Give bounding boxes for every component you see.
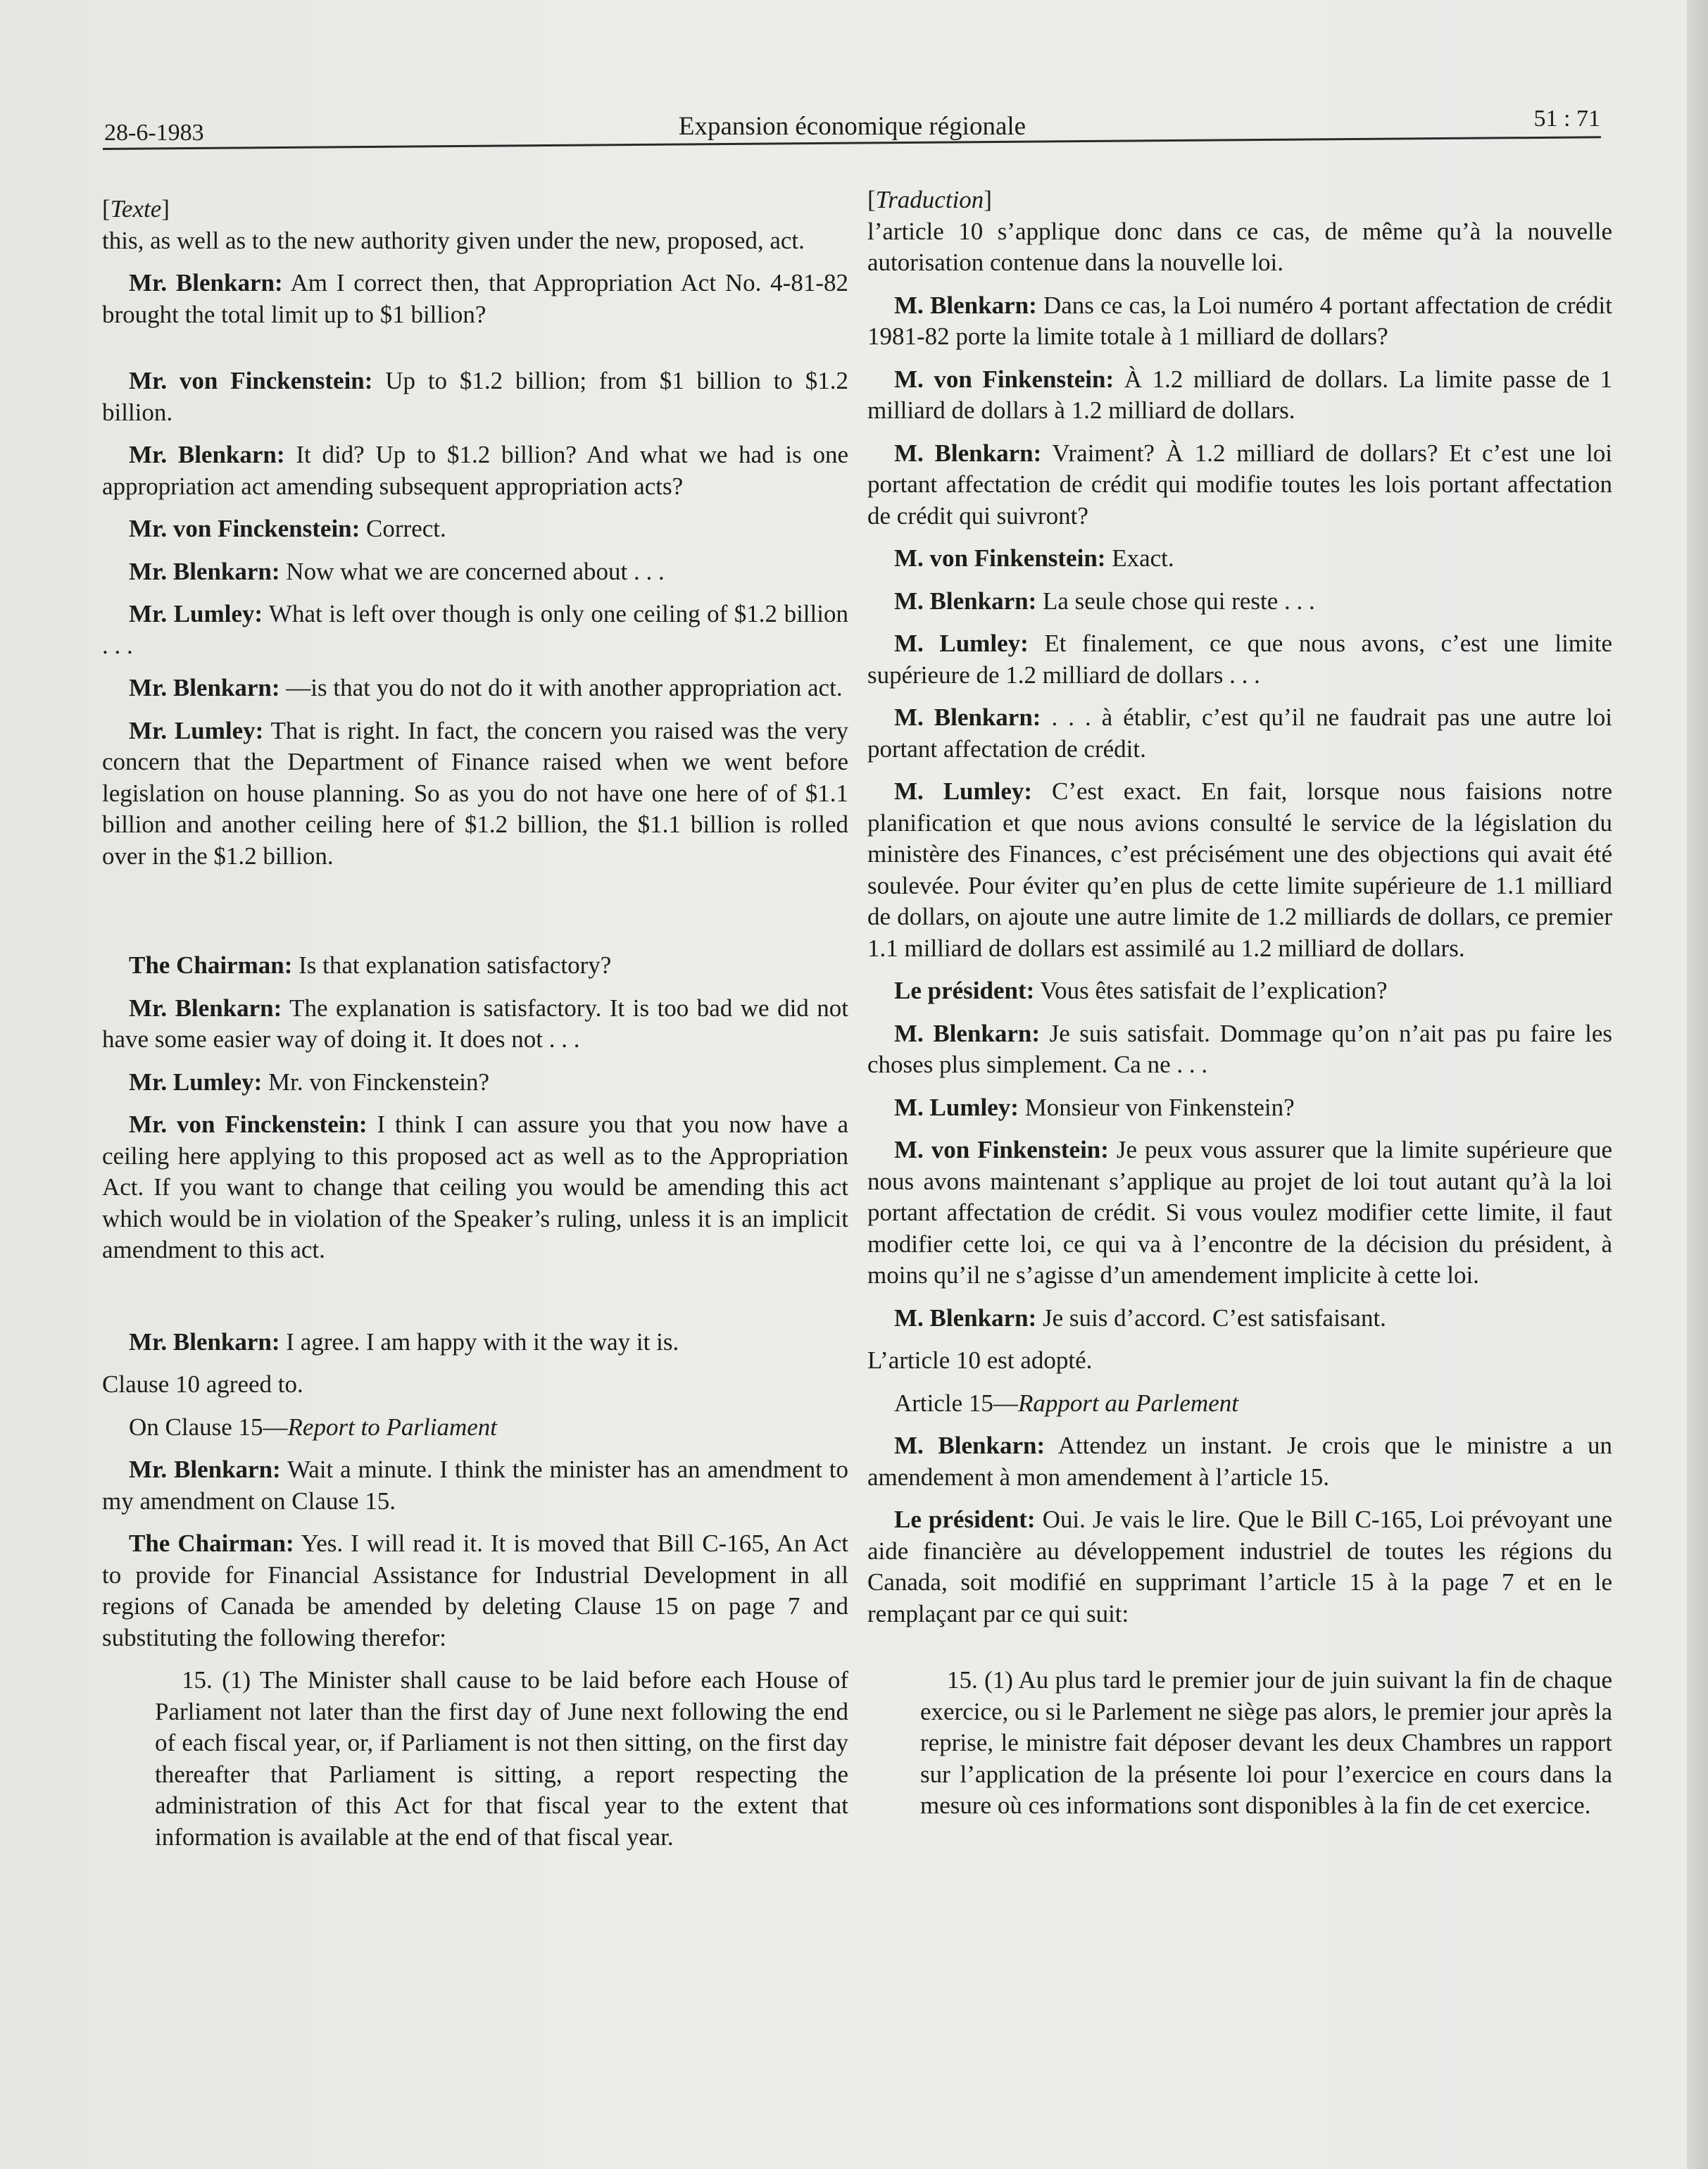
speech: M. Lumley: Monsieur von Finkenstein? — [894, 1093, 1295, 1121]
speech: M. Blenkarn: La seule chose qui reste . . . — [894, 587, 1315, 615]
speech: M. Blenkarn: Attendez un instant. Je crois que le ministre a un amendement à mon amendement à l’article 15. — [867, 1432, 1612, 1491]
speaker: Le président: — [894, 1506, 1036, 1533]
speech: The Chairman: Yes. I will read it. It is moved that Bill C-165, An Act to provide for Financial Assistance for Industrial Development in all regions of Canada be amended by deleting Clause 15 on page 7 and substituting the following therefor: — [102, 1530, 848, 1651]
speech: Mr. Lumley: What is left over though is only one ceiling of $1.2 billion . . . — [102, 600, 848, 659]
speaker: Mr. Blenkarn: — [129, 994, 282, 1022]
speaker: Mr. Blenkarn: — [129, 441, 285, 468]
speech: Mr. von Finckenstein: Up to $1.2 billion; from $1 billion to $1.2 billion. — [102, 367, 848, 426]
speech: Mr. Blenkarn: Now what we are concerned about . . . — [129, 557, 665, 585]
speaker: Mr. von Finckenstein: — [129, 515, 360, 542]
speech: Mr. Blenkarn: It did? Up to $1.2 billion? And what we had is one appropriation act amending subsequent appropriation acts? — [102, 441, 849, 500]
speaker: M. Blenkarn: — [894, 704, 1041, 731]
clause-heading: Article 15—Rapport au Parlement — [894, 1389, 1238, 1417]
speaker: Mr. Blenkarn: — [129, 1456, 281, 1483]
speaker: Mr. Blenkarn: — [129, 269, 283, 296]
speaker: Le président: — [894, 977, 1035, 1004]
speech: M. von Finkenstein: Je peux vous assurer que la limite supérieure que nous avons maintenant s’applique au projet de loi tout autant qu’à la loi portant affectation de crédit. Si vous voulez modifier cette limite, il faut modifier cette loi, ce qui va à l’encontre de la décision du président, à moins qu’il ne s’agisse d’un amendement implicite à cette loi. — [867, 1136, 1612, 1289]
speech: M. Blenkarn: Dans ce cas, la Loi numéro 4 portant affectation de crédit 1981-82 porte la limite totale à 1 milliard de dollars? — [867, 291, 1612, 350]
speaker: M. Blenkarn: — [894, 1019, 1041, 1047]
speaker: M. von Finkenstein: — [894, 365, 1114, 393]
amendment-text: 15. (1) The Minister shall cause to be laid before each House of Parliament not later than the first day of June next following the end of each fiscal year, or, if Parliament is not then sitting, on the first day thereafter that Parliament is sitting, a report respecting the administration of this Act for that fiscal year to the extent that information is available at the end of that fiscal year. — [155, 1666, 848, 1851]
speech: M. Lumley: C’est exact. En fait, lorsque nous faisions notre planification et que nous avions consulté le service de la législation du ministère des Finances, c’est précisément une des objections qui avait été soulevée. Pour éviter qu’en plus de cette limite supérieure de 1.1 milliard de dollars, on ajoute une autre limite de 1.2 milliards de dollars, ce premier 1.1 milliard de dollars est assimilé au 1.2 milliard de dollars. — [867, 777, 1612, 962]
speaker: Mr. Blenkarn: — [129, 557, 280, 585]
speaker: Mr. Blenkarn: — [129, 674, 280, 701]
paragraph: this, as well as to the new authority given under the new, proposed, act. — [102, 226, 805, 254]
speaker: M. von Finkenstein: — [894, 1136, 1109, 1163]
speaker: The Chairman: — [129, 951, 293, 979]
speaker: M. Blenkarn: — [894, 1432, 1045, 1459]
paragraph: l’article 10 s’applique donc dans ce cas, de même qu’à la nouvelle autorisation contenue dans la nouvelle loi. — [867, 217, 1612, 276]
speaker: Mr. Blenkarn: — [129, 1327, 280, 1356]
section-tag: [Traduction] — [867, 186, 992, 213]
speaker: M. Blenkarn: — [894, 587, 1037, 615]
amendment-text: 15. (1) Au plus tard le premier jour de juin suivant la fin de chaque exercice, ou si le Parlement ne siège pas alors, le premier jour après la reprise, le ministre fait déposer devant les deux Chambres un rapport sur l’application de la présente loi pour l’exercice en cours dans la mesure où ces informations sont disponibles à la fin de cet exercice. — [920, 1666, 1612, 1819]
clause-agreed: L’article 10 est adopté. — [867, 1346, 1093, 1374]
clause-heading: On Clause 15—Report to Parliament — [129, 1413, 498, 1441]
speech: Mr. Blenkarn: Wait a minute. I think the minister has an amendment to my amendment on Clause 15. — [102, 1456, 848, 1515]
speaker: Mr. Lumley: — [129, 600, 263, 627]
speech: Mr. Blenkarn: The explanation is satisfactory. It is too bad we did not have some easier way of doing it. It does not . . . — [102, 994, 849, 1053]
speaker: M. Blenkarn: — [894, 439, 1042, 467]
speech: The Chairman: Is that explanation satisfactory? — [129, 951, 612, 979]
speech: Le président: Oui. Je vais le lire. Que le Bill C-165, Loi prévoyant une aide financière au développement industriel de toutes les régions du Canada, soit modifié en supprimant l’article 15 à la page 7 et en le remplaçant par ce qui suit: — [867, 1506, 1612, 1627]
speaker: M. Blenkarn: — [894, 291, 1037, 319]
speech: Mr. Lumley: Mr. von Finckenstein? — [129, 1068, 489, 1096]
speech: Mr. Lumley: That is right. In fact, the concern you raised was the very concern that the Department of Finance raised when we went before legislation on house planning. So as you do not have one here of of $1.1 billion and another ceiling here of $1.2 billion, the $1.1 billion is rolled over in the $1.2 billion. — [102, 716, 848, 870]
speaker: Mr. von Finckenstein: — [129, 367, 373, 394]
speaker: Mr. von Finckenstein: — [129, 1111, 368, 1138]
speaker: M. von Finkenstein: — [894, 544, 1106, 572]
speech: M. Blenkarn: . . . à établir, c’est qu’il ne faudrait pas une autre loi portant affectation de crédit. — [867, 704, 1612, 763]
speech: Mr. Blenkarn: I agree. I am happy with it the way it is. — [129, 1327, 679, 1356]
speaker: M. Lumley: — [894, 630, 1029, 657]
speech: Le président: Vous êtes satisfait de l’explication? — [894, 977, 1388, 1004]
section-tag: [Texte] — [102, 195, 170, 223]
speaker: The Chairman: — [129, 1530, 294, 1557]
speech: M. von Finkenstein: Exact. — [894, 544, 1174, 572]
header-title: Expansion économique régionale — [678, 112, 1026, 141]
header-date: 28-6-1983 — [104, 120, 204, 146]
french-column — [867, 185, 1612, 1833]
speech: Mr. von Finckenstein: I think I can assure you that you now have a ceiling here applying to this proposed act as well as to the Appropriation Act. If you want to change that ceiling you would be amending this act which would be in violation of the Speaker’s ruling, unless it is an implicit amendment to this act. — [102, 1111, 848, 1263]
speech: M. Blenkarn: Je suis satisfait. Dommage qu’on n’ait pas pu faire les choses plus simplement. Ca ne . . . — [867, 1019, 1612, 1078]
speech: Mr. Blenkarn: Am I correct then, that Appropriation Act No. 4-81-82 brought the total limit up to $1 billion? — [102, 269, 848, 328]
speech: M. Lumley: Et finalement, ce que nous avons, c’est une limite supérieure de 1.2 milliard de dollars . . . — [867, 630, 1612, 689]
speech: M. von Finkenstein: À 1.2 milliard de dollars. La limite passe de 1 milliard de dollars à 1.2 milliard de dollars. — [867, 365, 1612, 424]
speaker: Mr. Lumley: — [129, 1068, 263, 1096]
speech: Mr. von Finckenstein: Correct. — [129, 515, 446, 542]
speaker: Mr. Lumley: — [129, 716, 264, 744]
speech: Mr. Blenkarn: —is that you do not do it with another appropriation act. — [129, 674, 843, 701]
speaker: M. Lumley: — [894, 1093, 1019, 1121]
speech: M. Blenkarn: Je suis d’accord. C’est satisfaisant. — [894, 1304, 1386, 1332]
speech: M. Blenkarn: Vraiment? À 1.2 milliard de dollars? Et c’est une loi portant affectation de crédit qui modifie toutes les lois portant affectation de crédit qui suivront? — [867, 439, 1612, 530]
speaker: M. Blenkarn: — [894, 1304, 1037, 1332]
english-column — [102, 194, 848, 1864]
header-page-number: 51 : 71 — [1533, 106, 1600, 132]
clause-agreed: Clause 10 agreed to. — [102, 1370, 303, 1398]
page-edge-shadow — [1687, 0, 1708, 2169]
speaker: M. Lumley: — [894, 777, 1033, 805]
